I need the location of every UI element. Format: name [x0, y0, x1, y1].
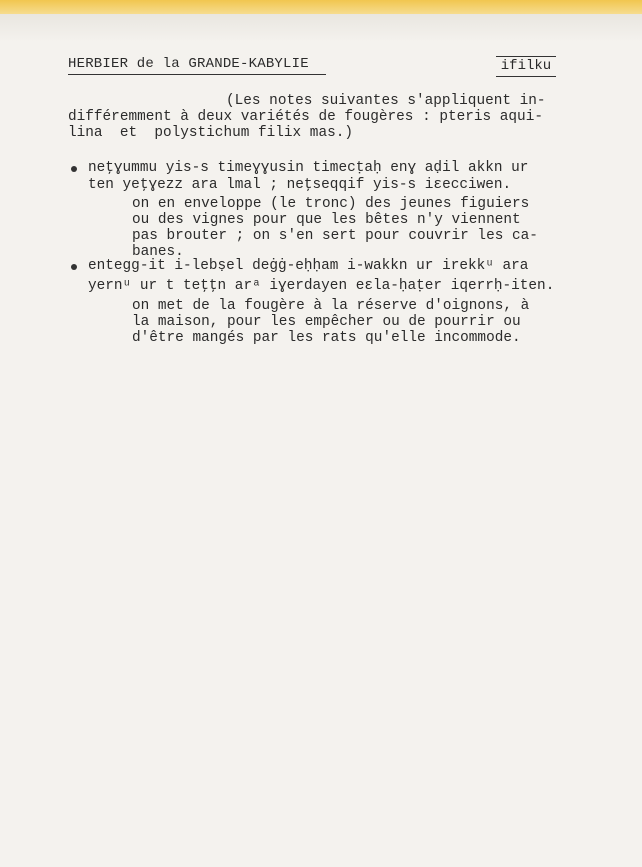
berber-line: neţɣummu yis-s timeɣɣusin timecṭaḥ enɣ aḍil akkn ur [88, 160, 529, 176]
paper-top-edge [0, 0, 642, 14]
berber-line: yernᵘ ur t teţţn arᵃ iɣerdayen eɛla-ḥaṭer iqerrḥ-iten. [88, 278, 555, 294]
french-line: pas brouter ; on s'en sert pour couvrir les ca- [132, 228, 538, 244]
bullet-icon [71, 264, 77, 270]
french-line: on met de la fougère à la réserve d'oignons, à [132, 298, 530, 314]
french-line: la maison, pour les empêcher ou de pourrir ou [132, 314, 521, 330]
berber-line: ten yeţɣezz ara lmal ; neţseqqif yis-s iɛecciwen. [88, 177, 512, 193]
page-header-title: HERBIER de la GRANDE-KABYLIE [68, 56, 326, 75]
french-line: banes. [132, 244, 184, 260]
intro-line: lina et polystichum filix mas.) [68, 125, 353, 141]
intro-line: différemment à deux variétés de fougères : pteris aqui- [68, 109, 543, 125]
bullet-icon [71, 166, 77, 172]
paper-shadow [0, 14, 642, 42]
french-line: ou des vignes pour que les bêtes n'y viennent [132, 212, 521, 228]
page-header-label: ifilku [496, 56, 556, 77]
berber-line: entegg-it i-lebṣel deġġ-eḥḥam i-wakkn ur irekkᵘ ara [88, 258, 529, 274]
intro-line: (Les notes suivantes s'appliquent in- [226, 93, 546, 109]
french-line: on en enveloppe (le tronc) des jeunes figuiers [132, 196, 530, 212]
french-line: d'être mangés par les rats qu'elle incommode. [132, 330, 521, 346]
